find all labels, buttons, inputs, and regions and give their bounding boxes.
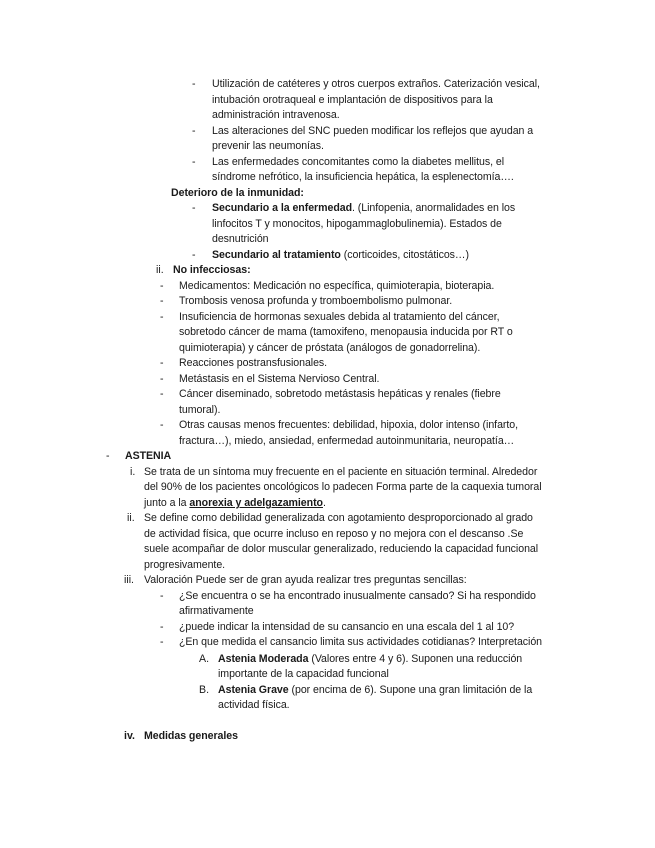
text-prefix: junto a la (144, 497, 190, 509)
list-item-line: intubación orotraqueal e implantación de dispositivos para la (212, 94, 493, 106)
bold-term: Astenia Grave (218, 684, 289, 696)
list-item-line: fractura…), miedo, ansiedad, enfermedad autoinmunitaria, neuropatía… (179, 435, 515, 447)
list-item-line: prevenir las neumonías. (212, 140, 324, 152)
question-line: ¿puede indicar la intensidad de su cansancio en una escala del 1 al 10? (179, 621, 515, 633)
term-text: (por encima de 6). Supone una gran limitación de la (288, 684, 533, 696)
section-numeral: iv. (124, 730, 135, 742)
term-text: (corticoides, citostáticos…) (340, 249, 469, 261)
paragraph-line (144, 496, 326, 512)
list-item-line: síndrome nefrótico, la insuficiencia hepática, la esplenectomía…. (212, 171, 514, 183)
section-numeral: i. (130, 466, 136, 478)
interpretation-line (218, 683, 532, 699)
interpretation-line: actividad física. (218, 699, 290, 711)
list-item-line: quimioterapia) y cáncer de próstata (análogos de gonadorrelina). (179, 342, 481, 354)
non-infectious-heading: No infecciosas: (173, 264, 251, 276)
list-marker: - (160, 419, 164, 431)
list-item-line: desnutrición (212, 233, 269, 245)
list-item-line (212, 248, 469, 264)
list-item-line: Otras causas menos frecuentes: debilidad, hipoxia, dolor intenso (infarto, (179, 419, 519, 431)
medidas-heading: Medidas generales (144, 730, 238, 742)
list-marker: - (106, 450, 110, 462)
text-suffix: . (322, 497, 326, 509)
list-item-line: Metástasis en el Sistema Nervioso Central. (179, 373, 380, 385)
list-marker: B. (199, 684, 210, 696)
paragraph-line: Se trata de un síntoma muy frecuente en el paciente en situación terminal. Alrededor (144, 466, 538, 478)
paragraph-line: Valoración Puede ser de gran ayuda realizar tres preguntas sencillas: (144, 574, 467, 586)
term-text: (Valores entre 4 y 6). Suponen una reducción (308, 653, 523, 665)
list-item-line: Utilización de catéteres y otros cuerpos extraños. Caterización vesical, (212, 78, 540, 90)
question-line: ¿En que medida el cansancio limita sus actividades cotidianas? Interpretación (179, 636, 543, 648)
list-item-line: Las enfermedades concomitantes como la diabetes mellitus, el (212, 156, 505, 168)
list-marker: - (160, 295, 164, 307)
paragraph-line: de actividad física, que ocurre incluso en reposo y no mejora con el descanso .Se (144, 528, 524, 540)
interpretation-line (218, 652, 522, 668)
section-numeral: iii. (124, 574, 135, 586)
list-marker: - (160, 357, 164, 369)
list-item-line: Las alteraciones del SNC pueden modificar los reflejos que ayudan a (212, 125, 534, 137)
bold-term: Secundario al tratamiento (212, 249, 341, 261)
list-item-line (212, 201, 515, 217)
bold-term: Secundario a la enfermedad (212, 202, 352, 214)
list-item-line: tumoral). (179, 404, 221, 416)
interpretation-line: importante de la capacidad funcional (218, 668, 389, 680)
section-numeral: ii. (127, 512, 135, 524)
list-item-line: sobretodo cáncer de mama (tamoxifeno, menopausia inducida por RT o (179, 326, 513, 338)
list-marker: - (192, 249, 196, 261)
list-marker: - (192, 78, 196, 90)
list-marker: - (160, 590, 164, 602)
bold-term: Astenia Moderada (218, 653, 309, 665)
list-marker: - (160, 280, 164, 292)
list-marker: - (192, 156, 196, 168)
list-item-line: Cáncer diseminado, sobretodo metástasis hepáticas y renales (fiebre (179, 388, 501, 400)
list-marker: A. (199, 653, 210, 665)
list-marker: - (160, 388, 164, 400)
list-item-line: Reacciones postransfusionales. (179, 357, 328, 369)
astenia-heading: ASTENIA (125, 450, 172, 462)
paragraph-line: Se define como debilidad generalizada con agotamiento desproporcionado al grado (144, 512, 533, 524)
question-line: ¿Se encuentra o se ha encontrado inusualmente cansado? Si ha respondido (179, 590, 536, 602)
list-marker: - (160, 311, 164, 323)
list-item-line: Insuficiencia de hormonas sexuales debida al tratamiento del cáncer, (179, 311, 500, 323)
list-marker: - (160, 373, 164, 385)
list-marker: - (192, 202, 196, 214)
emphasis-term: anorexia y adelgazamiento (189, 497, 323, 509)
paragraph-line: suele acompañar de dolor muscular generalizado, reduciendo la capacidad funcional (144, 543, 539, 555)
paragraph-line: del 90% de los pacientes oncológicos lo padecen Forma parte de la caquexia tumoral (144, 481, 542, 493)
list-item-line: Medicamentos: Medicación no específica, quimioterapia, bioterapia. (179, 280, 495, 292)
question-line: afirmativamente (179, 605, 254, 617)
list-item-line: administración intravenosa. (212, 109, 340, 121)
list-marker: - (160, 621, 164, 633)
list-marker: - (160, 636, 164, 648)
list-item-line: Trombosis venosa profunda y tromboembolismo pulmonar. (179, 295, 453, 307)
section-numeral: ii. (156, 264, 164, 276)
immunity-heading: Deterioro de la inmunidad: (171, 187, 304, 199)
term-text: . (Linfopenia, anormalidades en los (352, 202, 516, 214)
list-item-line: linfocitos T y monocitos, hipogammaglobulinemia). Estados de (212, 218, 502, 230)
paragraph-line: progresivamente. (144, 559, 226, 571)
list-marker: - (192, 125, 196, 137)
